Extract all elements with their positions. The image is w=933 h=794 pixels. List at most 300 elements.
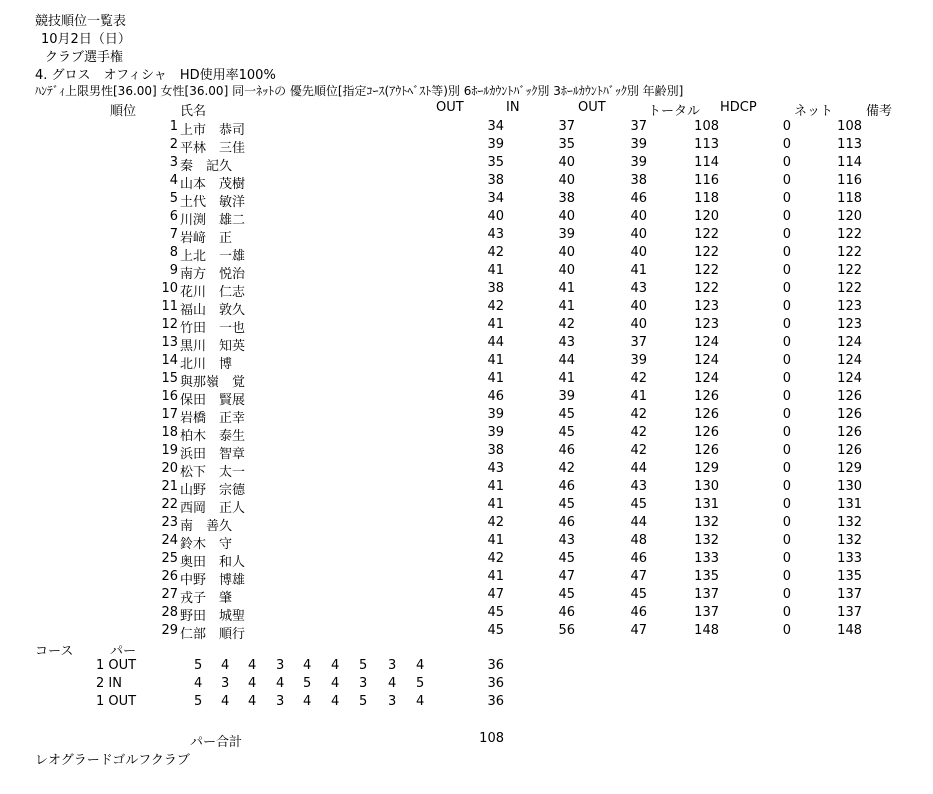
hdcp-cell: 0 [782, 425, 791, 440]
out2-cell: 46 [630, 191, 647, 206]
col-name-header: 氏名 [180, 104, 207, 119]
hdcp-cell: 0 [782, 335, 791, 350]
name-cell: 南方 悦治 [180, 267, 246, 282]
rank-cell: 3 [169, 155, 178, 170]
net-cell: 122 [837, 227, 862, 242]
hole-par-cell: 4 [303, 658, 312, 673]
hdcp-cell: 0 [782, 299, 791, 314]
net-cell: 132 [837, 533, 862, 548]
hdcp-cell: 0 [782, 587, 791, 602]
out2-cell: 39 [630, 155, 647, 170]
in-cell: 45 [558, 425, 575, 440]
in-cell: 41 [558, 371, 575, 386]
out2-cell: 43 [630, 479, 647, 494]
out2-cell: 42 [630, 443, 647, 458]
name-cell: 南 善久 [180, 519, 233, 534]
rank-cell: 8 [169, 245, 178, 260]
col-out1-header: OUT [436, 100, 464, 115]
in-cell: 41 [558, 281, 575, 296]
course-name-cell: 1 OUT [96, 658, 137, 673]
hdcp-cell: 0 [782, 497, 791, 512]
club-name: レオグラードゴルフクラブ [35, 753, 190, 768]
out2-cell: 42 [630, 425, 647, 440]
name-cell: 岩橋 正幸 [180, 411, 246, 426]
net-cell: 114 [837, 155, 862, 170]
in-cell: 41 [558, 299, 575, 314]
table-row [0, 173, 933, 191]
total-cell: 120 [694, 209, 719, 224]
hdcp-cell: 0 [782, 263, 791, 278]
rank-cell: 29 [161, 623, 178, 638]
out1-cell: 41 [487, 371, 504, 386]
rank-cell: 26 [161, 569, 178, 584]
out2-cell: 46 [630, 605, 647, 620]
hdcp-cell: 0 [782, 281, 791, 296]
rank-cell: 2 [169, 137, 178, 152]
total-cell: 130 [694, 479, 719, 494]
hole-par-cell: 4 [416, 658, 425, 673]
net-cell: 116 [837, 173, 862, 188]
rank-cell: 5 [169, 191, 178, 206]
table-row [0, 551, 933, 569]
table-row [0, 209, 933, 227]
net-cell: 126 [837, 443, 862, 458]
in-cell: 46 [558, 443, 575, 458]
out1-cell: 41 [487, 353, 504, 368]
hdcp-cell: 0 [782, 443, 791, 458]
name-cell: 浜田 智章 [180, 447, 246, 462]
col-total-header: トータル [648, 104, 701, 119]
rank-cell: 11 [161, 299, 178, 314]
total-cell: 148 [694, 623, 719, 638]
table-row [0, 137, 933, 155]
out1-cell: 47 [487, 587, 504, 602]
name-cell: 鈴木 守 [180, 537, 233, 552]
net-cell: 131 [837, 497, 862, 512]
table-row [0, 515, 933, 533]
total-cell: 131 [694, 497, 719, 512]
hole-par-cell: 4 [194, 676, 203, 691]
rank-cell: 18 [161, 425, 178, 440]
name-cell: 奥田 和人 [180, 555, 246, 570]
total-cell: 123 [694, 299, 719, 314]
table-row [0, 119, 933, 137]
hole-par-cell: 4 [331, 658, 340, 673]
hole-par-cell: 4 [248, 676, 257, 691]
in-cell: 45 [558, 551, 575, 566]
out1-cell: 38 [487, 281, 504, 296]
hdcp-cell: 0 [782, 533, 791, 548]
in-cell: 40 [558, 263, 575, 278]
rank-cell: 14 [161, 353, 178, 368]
hdcp-cell: 0 [782, 605, 791, 620]
hole-par-cell: 4 [248, 694, 257, 709]
hdcp-cell: 0 [782, 353, 791, 368]
out1-cell: 41 [487, 479, 504, 494]
out2-cell: 45 [630, 497, 647, 512]
net-cell: 108 [837, 119, 862, 134]
hole-par-cell: 4 [221, 694, 230, 709]
in-cell: 46 [558, 605, 575, 620]
total-cell: 124 [694, 353, 719, 368]
rank-cell: 6 [169, 209, 178, 224]
out1-cell: 41 [487, 533, 504, 548]
table-row [0, 191, 933, 209]
name-cell: 保田 賢展 [180, 393, 246, 408]
out2-cell: 44 [630, 515, 647, 530]
total-cell: 126 [694, 425, 719, 440]
in-cell: 38 [558, 191, 575, 206]
rank-cell: 21 [161, 479, 178, 494]
total-cell: 113 [694, 137, 719, 152]
hole-par-cell: 4 [221, 658, 230, 673]
name-cell: 北川 博 [180, 357, 233, 372]
total-cell: 118 [694, 191, 719, 206]
out2-cell: 47 [630, 569, 647, 584]
course-label: コース [35, 644, 74, 659]
hole-par-cell: 5 [416, 676, 425, 691]
net-cell: 122 [837, 245, 862, 260]
in-cell: 40 [558, 155, 575, 170]
out2-cell: 39 [630, 137, 647, 152]
net-cell: 126 [837, 425, 862, 440]
out2-cell: 41 [630, 263, 647, 278]
name-cell: 山野 宗德 [180, 483, 246, 498]
table-row [0, 425, 933, 443]
hdcp-cell: 0 [782, 155, 791, 170]
rank-cell: 19 [161, 443, 178, 458]
out2-cell: 38 [630, 173, 647, 188]
out2-cell: 40 [630, 209, 647, 224]
out1-cell: 38 [487, 173, 504, 188]
table-row [0, 335, 933, 353]
name-cell: 黒川 知英 [180, 339, 246, 354]
in-cell: 47 [558, 569, 575, 584]
net-cell: 130 [837, 479, 862, 494]
out2-cell: 47 [630, 623, 647, 638]
total-cell: 133 [694, 551, 719, 566]
in-cell: 42 [558, 461, 575, 476]
hdcp-cell: 0 [782, 317, 791, 332]
par-label: パー [110, 644, 137, 659]
hdcp-cell: 0 [782, 461, 791, 476]
total-cell: 108 [694, 119, 719, 134]
name-cell: 與那嶺 覚 [180, 375, 246, 390]
col-note-header: 備考 [866, 104, 893, 119]
total-cell: 126 [694, 389, 719, 404]
out2-cell: 42 [630, 371, 647, 386]
in-cell: 45 [558, 407, 575, 422]
net-cell: 124 [837, 335, 862, 350]
rank-cell: 28 [161, 605, 178, 620]
out1-cell: 40 [487, 209, 504, 224]
name-cell: 松下 太一 [180, 465, 246, 480]
total-cell: 122 [694, 227, 719, 242]
in-cell: 40 [558, 173, 575, 188]
rank-cell: 7 [169, 227, 178, 242]
out1-cell: 45 [487, 605, 504, 620]
in-cell: 40 [558, 209, 575, 224]
net-cell: 129 [837, 461, 862, 476]
out1-cell: 42 [487, 299, 504, 314]
name-cell: 西岡 正人 [180, 501, 246, 516]
total-cell: 122 [694, 281, 719, 296]
out1-cell: 46 [487, 389, 504, 404]
total-cell: 137 [694, 587, 719, 602]
table-row [0, 587, 933, 605]
name-cell: 平林 三佳 [180, 141, 246, 156]
hdcp-cell: 0 [782, 191, 791, 206]
net-cell: 123 [837, 299, 862, 314]
in-cell: 56 [558, 623, 575, 638]
table-row [0, 569, 933, 587]
net-cell: 120 [837, 209, 862, 224]
rank-cell: 20 [161, 461, 178, 476]
in-cell: 46 [558, 515, 575, 530]
course-row [0, 658, 933, 676]
net-cell: 122 [837, 281, 862, 296]
rank-cell: 23 [161, 515, 178, 530]
name-cell: 戎子 肇 [180, 591, 233, 606]
out1-cell: 41 [487, 569, 504, 584]
hdcp-cell: 0 [782, 479, 791, 494]
rank-cell: 9 [169, 263, 178, 278]
out1-cell: 38 [487, 443, 504, 458]
hole-par-cell: 5 [194, 694, 203, 709]
table-row [0, 623, 933, 641]
rank-cell: 27 [161, 587, 178, 602]
net-cell: 132 [837, 515, 862, 530]
out1-cell: 43 [487, 227, 504, 242]
hdcp-cell: 0 [782, 569, 791, 584]
name-cell: 川渕 雄二 [180, 213, 246, 228]
out2-cell: 37 [630, 335, 647, 350]
out1-cell: 35 [487, 155, 504, 170]
hole-par-cell: 3 [221, 676, 230, 691]
rank-cell: 22 [161, 497, 178, 512]
hole-par-cell: 3 [276, 658, 285, 673]
in-cell: 35 [558, 137, 575, 152]
hole-par-cell: 3 [388, 658, 397, 673]
col-net-header: ネット [794, 104, 834, 119]
table-row [0, 533, 933, 551]
out2-cell: 42 [630, 407, 647, 422]
hole-par-cell: 4 [388, 676, 397, 691]
hdcp-cell: 0 [782, 407, 791, 422]
out1-cell: 42 [487, 551, 504, 566]
total-cell: 124 [694, 371, 719, 386]
hdcp-cell: 0 [782, 515, 791, 530]
total-cell: 132 [694, 515, 719, 530]
course-row [0, 676, 933, 694]
hole-par-cell: 5 [359, 694, 368, 709]
table-row [0, 461, 933, 479]
course-row [0, 694, 933, 712]
rules-line: ﾊﾝﾃﾞｨ上限男性[36.00] 女性[36.00] 同一ﾈｯﾄの 優先順位[指定ｺｰｽ(ｱｳﾄﾍﾞｽﾄ等)別 6ﾎｰﾙｶｳﾝﾄﾊﾞｯｸ別 3ﾎｰﾙｶｳﾝﾄﾊﾞｯｸ別 年齢別] [35, 84, 684, 98]
in-cell: 44 [558, 353, 575, 368]
net-cell: 133 [837, 551, 862, 566]
hole-par-cell: 5 [359, 658, 368, 673]
rank-cell: 12 [161, 317, 178, 332]
rank-cell: 15 [161, 371, 178, 386]
total-cell: 132 [694, 533, 719, 548]
net-cell: 126 [837, 389, 862, 404]
col-in-header: IN [506, 100, 520, 115]
table-row [0, 227, 933, 245]
net-cell: 137 [837, 605, 862, 620]
out1-cell: 34 [487, 191, 504, 206]
hdcp-cell: 0 [782, 623, 791, 638]
out2-cell: 40 [630, 245, 647, 260]
out2-cell: 44 [630, 461, 647, 476]
total-cell: 124 [694, 335, 719, 350]
hole-par-cell: 5 [194, 658, 203, 673]
total-cell: 129 [694, 461, 719, 476]
col-rank-header: 順位 [110, 104, 137, 119]
out1-cell: 34 [487, 119, 504, 134]
out2-cell: 39 [630, 353, 647, 368]
rank-cell: 4 [169, 173, 178, 188]
course-name-cell: 1 OUT [96, 694, 137, 709]
net-cell: 148 [837, 623, 862, 638]
table-row [0, 263, 933, 281]
course-name-cell: 2 IN [96, 676, 122, 691]
hole-par-cell: 3 [276, 694, 285, 709]
out1-cell: 41 [487, 497, 504, 512]
hole-par-cell: 4 [303, 694, 312, 709]
name-cell: 柏木 泰生 [180, 429, 246, 444]
table-row [0, 479, 933, 497]
event-date: 10月2日（日） [41, 32, 131, 47]
hdcp-cell: 0 [782, 245, 791, 260]
hole-par-cell: 4 [248, 658, 257, 673]
total-cell: 116 [694, 173, 719, 188]
hole-par-cell: 3 [359, 676, 368, 691]
in-cell: 42 [558, 317, 575, 332]
net-cell: 126 [837, 407, 862, 422]
table-row [0, 299, 933, 317]
in-cell: 37 [558, 119, 575, 134]
category-line: 4. グロス オフィシャ HD使用率100% [35, 68, 276, 83]
table-row [0, 497, 933, 515]
course-total-cell: 36 [487, 676, 504, 691]
col-out2-header: OUT [578, 100, 606, 115]
hdcp-cell: 0 [782, 119, 791, 134]
name-cell: 仁部 順行 [180, 627, 246, 642]
net-cell: 118 [837, 191, 862, 206]
rank-cell: 24 [161, 533, 178, 548]
total-cell: 114 [694, 155, 719, 170]
in-cell: 39 [558, 227, 575, 242]
name-cell: 上北 一雄 [180, 249, 246, 264]
hdcp-cell: 0 [782, 137, 791, 152]
table-row [0, 389, 933, 407]
out2-cell: 48 [630, 533, 647, 548]
par-total-label: パー合計 [190, 735, 243, 750]
out2-cell: 40 [630, 299, 647, 314]
out2-cell: 46 [630, 551, 647, 566]
in-cell: 39 [558, 389, 575, 404]
name-cell: 岩﨑 正 [180, 231, 233, 246]
total-cell: 122 [694, 245, 719, 260]
total-cell: 126 [694, 407, 719, 422]
hole-par-cell: 3 [388, 694, 397, 709]
out1-cell: 39 [487, 425, 504, 440]
out1-cell: 44 [487, 335, 504, 350]
total-cell: 122 [694, 263, 719, 278]
hole-par-cell: 4 [276, 676, 285, 691]
in-cell: 45 [558, 587, 575, 602]
in-cell: 43 [558, 533, 575, 548]
name-cell: 上市 恭司 [180, 123, 246, 138]
out2-cell: 43 [630, 281, 647, 296]
net-cell: 123 [837, 317, 862, 332]
out1-cell: 39 [487, 137, 504, 152]
hole-par-cell: 4 [331, 694, 340, 709]
name-cell: 土代 敏洋 [180, 195, 246, 210]
net-cell: 122 [837, 263, 862, 278]
col-hdcp-header: HDCP [720, 100, 757, 115]
in-cell: 45 [558, 497, 575, 512]
event-name: クラブ選手権 [45, 50, 124, 65]
hdcp-cell: 0 [782, 389, 791, 404]
hdcp-cell: 0 [782, 209, 791, 224]
table-row [0, 281, 933, 299]
rank-cell: 13 [161, 335, 178, 350]
name-cell: 山本 茂樹 [180, 177, 246, 192]
hdcp-cell: 0 [782, 173, 791, 188]
out2-cell: 45 [630, 587, 647, 602]
out1-cell: 42 [487, 245, 504, 260]
out1-cell: 45 [487, 623, 504, 638]
out1-cell: 41 [487, 263, 504, 278]
name-cell: 福山 敦久 [180, 303, 246, 318]
rank-cell: 17 [161, 407, 178, 422]
out2-cell: 40 [630, 227, 647, 242]
table-row [0, 443, 933, 461]
course-total-cell: 36 [487, 694, 504, 709]
hdcp-cell: 0 [782, 227, 791, 242]
in-cell: 46 [558, 479, 575, 494]
net-cell: 124 [837, 371, 862, 386]
page-title: 競技順位一覧表 [35, 14, 127, 29]
hole-par-cell: 4 [331, 676, 340, 691]
hole-par-cell: 4 [416, 694, 425, 709]
table-row [0, 245, 933, 263]
table-row [0, 605, 933, 623]
total-cell: 126 [694, 443, 719, 458]
table-row [0, 353, 933, 371]
total-cell: 135 [694, 569, 719, 584]
name-cell: 竹田 一也 [180, 321, 246, 336]
rank-cell: 10 [161, 281, 178, 296]
hole-par-cell: 5 [303, 676, 312, 691]
course-total-cell: 36 [487, 658, 504, 673]
name-cell: 中野 博雄 [180, 573, 246, 588]
table-row [0, 407, 933, 425]
hdcp-cell: 0 [782, 371, 791, 386]
rank-cell: 16 [161, 389, 178, 404]
table-row [0, 155, 933, 173]
net-cell: 137 [837, 587, 862, 602]
rank-cell: 25 [161, 551, 178, 566]
name-cell: 秦 記久 [180, 159, 233, 174]
par-total-value: 108 [479, 731, 504, 746]
net-cell: 124 [837, 353, 862, 368]
out1-cell: 41 [487, 317, 504, 332]
in-cell: 43 [558, 335, 575, 350]
hdcp-cell: 0 [782, 551, 791, 566]
